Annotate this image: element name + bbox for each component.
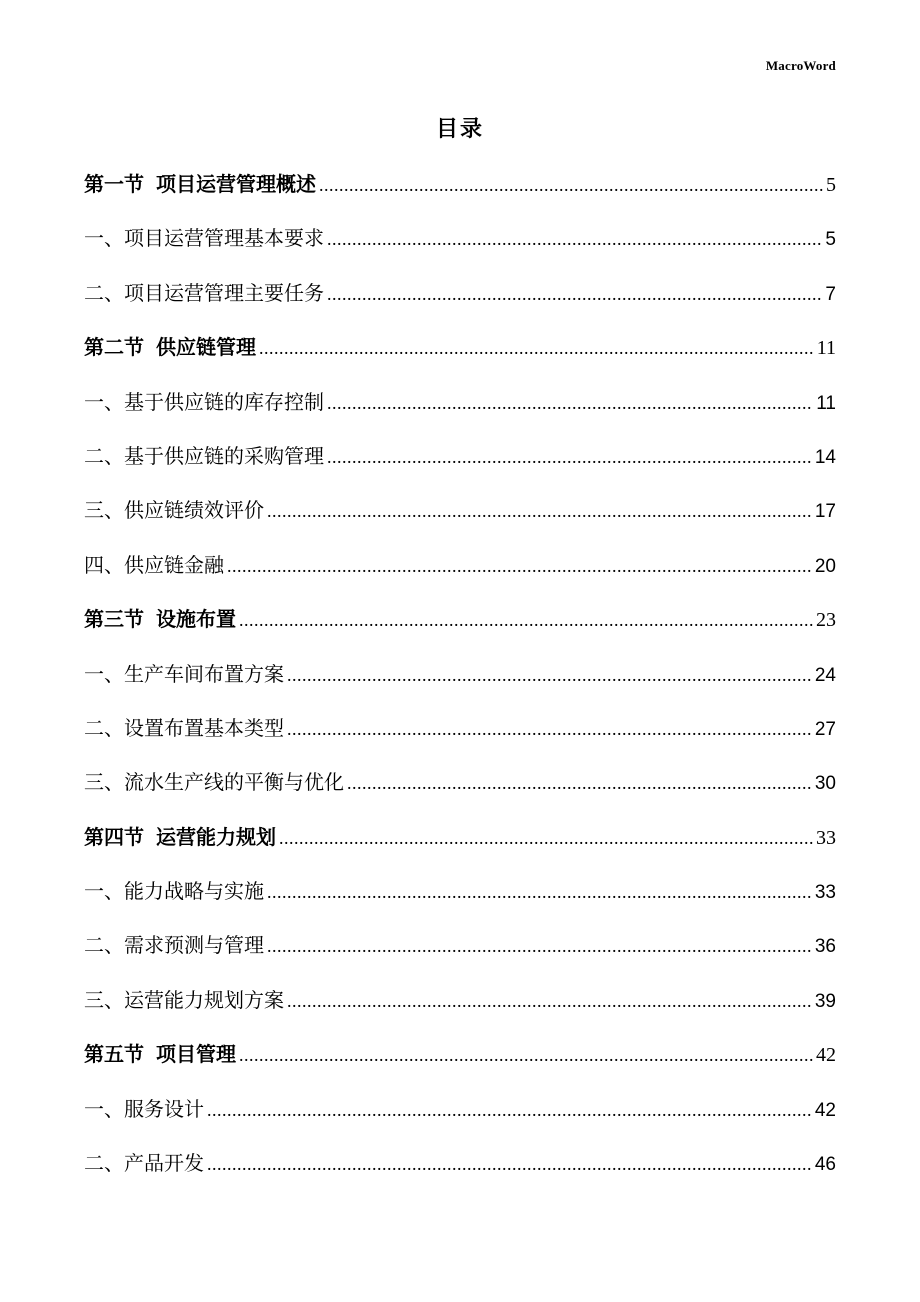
toc-entry-number: 三、 (84, 498, 124, 523)
toc-entry-label: 服务设计 (124, 1096, 204, 1121)
toc-entry-number: 第四节 (84, 824, 144, 849)
toc-entry-label: 项目运营管理概述 (156, 172, 316, 196)
toc-page-number: 23 (816, 609, 836, 632)
toc-dot-leader (287, 983, 812, 1019)
toc-entry-number: 一、 (84, 661, 124, 686)
toc-dot-leader (227, 548, 812, 584)
toc-entry-label: 供应链管理 (156, 335, 256, 360)
toc-page-number: 30 (814, 773, 836, 795)
toc-entry-number: 一、 (84, 1096, 124, 1121)
toc-entry-number: 一、 (84, 226, 124, 251)
toc-page-number: 33 (816, 826, 836, 849)
toc-entry-label: 运营能力规划 (156, 824, 276, 849)
toc-entry-label: 基于供应链的采购管理 (124, 443, 324, 468)
toc-subsection-entry[interactable] (84, 547, 836, 601)
toc-entry-label: 项目运营管理主要任务 (124, 280, 324, 305)
toc-section-entry[interactable] (84, 329, 836, 383)
toc-dot-leader (267, 874, 812, 910)
toc-subsection-entry[interactable] (84, 764, 836, 818)
toc-entry-number: 二、 (84, 1151, 124, 1176)
toc-title: 目录 (435, 117, 484, 142)
toc-section-entry[interactable] (84, 1036, 836, 1090)
toc-entry-number: 一、 (84, 879, 124, 904)
toc-dot-leader (319, 167, 823, 203)
toc-dot-leader (327, 221, 822, 257)
toc-page-number: 5 (825, 229, 836, 251)
toc-entry-number: 第二节 (84, 335, 144, 360)
toc-entry-label: 设施布置 (156, 607, 236, 632)
toc-section-entry[interactable] (84, 601, 836, 655)
toc-dot-leader (267, 493, 812, 529)
toc-subsection-entry[interactable] (84, 438, 836, 492)
toc-page-number: 5 (826, 174, 836, 196)
toc-subsection-entry[interactable] (84, 927, 836, 981)
toc-section-entry[interactable] (84, 819, 836, 873)
toc-page-number: 39 (814, 990, 836, 1012)
toc-page-number: 24 (814, 664, 836, 686)
table-of-contents (84, 166, 836, 1199)
toc-dot-leader (287, 657, 812, 693)
toc-subsection-entry[interactable] (84, 384, 836, 438)
toc-dot-leader (279, 820, 813, 856)
toc-entry-label: 供应链金融 (124, 552, 224, 577)
toc-entry-number: 三、 (84, 987, 124, 1012)
toc-page-number: 27 (814, 718, 836, 740)
toc-entry-label: 项目管理 (156, 1042, 236, 1067)
toc-subsection-entry[interactable] (84, 656, 836, 710)
toc-page-number: 42 (816, 1044, 836, 1067)
toc-subsection-entry[interactable] (84, 710, 836, 764)
toc-page-number: 46 (814, 1154, 836, 1176)
toc-entry-number: 四、 (84, 552, 124, 577)
toc-entry-number: 二、 (84, 715, 124, 740)
toc-subsection-entry[interactable] (84, 492, 836, 546)
toc-entry-label: 项目运营管理基本要求 (124, 226, 324, 251)
toc-entry-label: 生产车间布置方案 (124, 661, 284, 686)
toc-entry-number: 二、 (84, 933, 124, 958)
toc-entry-label: 产品开发 (124, 1151, 204, 1176)
toc-entry-number: 第一节 (84, 172, 144, 196)
toc-entry-number: 三、 (84, 770, 124, 795)
toc-entry-label: 需求预测与管理 (124, 933, 264, 958)
toc-dot-leader (327, 276, 822, 312)
toc-dot-leader (239, 602, 813, 638)
toc-dot-leader (327, 439, 812, 475)
toc-entry-label: 运营能力规划方案 (124, 987, 284, 1012)
toc-page-number: 36 (814, 936, 836, 958)
toc-page-number: 7 (825, 283, 836, 305)
toc-entry-number: 第五节 (84, 1042, 144, 1067)
toc-page-number: 11 (816, 337, 836, 360)
toc-subsection-entry[interactable] (84, 1091, 836, 1145)
toc-page-number: 14 (814, 446, 836, 468)
header-brand: MacroWord (765, 58, 836, 73)
toc-entry-label: 流水生产线的平衡与优化 (124, 770, 344, 795)
toc-page-number: 11 (816, 392, 836, 414)
toc-subsection-entry[interactable] (84, 873, 836, 927)
toc-dot-leader (327, 385, 813, 421)
toc-dot-leader (239, 1037, 813, 1073)
toc-dot-leader (259, 330, 814, 366)
toc-entry-number: 二、 (84, 280, 124, 305)
toc-entry-number: 二、 (84, 443, 124, 468)
toc-entry-label: 能力战略与实施 (124, 879, 264, 904)
toc-entry-number: 第三节 (84, 607, 144, 632)
toc-dot-leader (267, 928, 812, 964)
toc-dot-leader (207, 1092, 812, 1128)
toc-entry-label: 基于供应链的库存控制 (124, 389, 324, 414)
toc-page-number: 42 (814, 1099, 836, 1121)
toc-page-number: 17 (814, 501, 836, 523)
toc-page-number: 33 (814, 882, 836, 904)
toc-subsection-entry[interactable] (84, 1145, 836, 1199)
toc-page-number: 20 (814, 555, 836, 577)
toc-section-entry[interactable] (84, 166, 836, 220)
toc-dot-leader (207, 1146, 812, 1182)
toc-entry-label: 设置布置基本类型 (124, 715, 284, 740)
toc-entry-label: 供应链绩效评价 (124, 498, 264, 523)
toc-dot-leader (347, 765, 812, 801)
toc-dot-leader (287, 711, 812, 747)
toc-subsection-entry[interactable] (84, 275, 836, 329)
toc-subsection-entry[interactable] (84, 220, 836, 274)
toc-subsection-entry[interactable] (84, 982, 836, 1036)
toc-entry-number: 一、 (84, 389, 124, 414)
